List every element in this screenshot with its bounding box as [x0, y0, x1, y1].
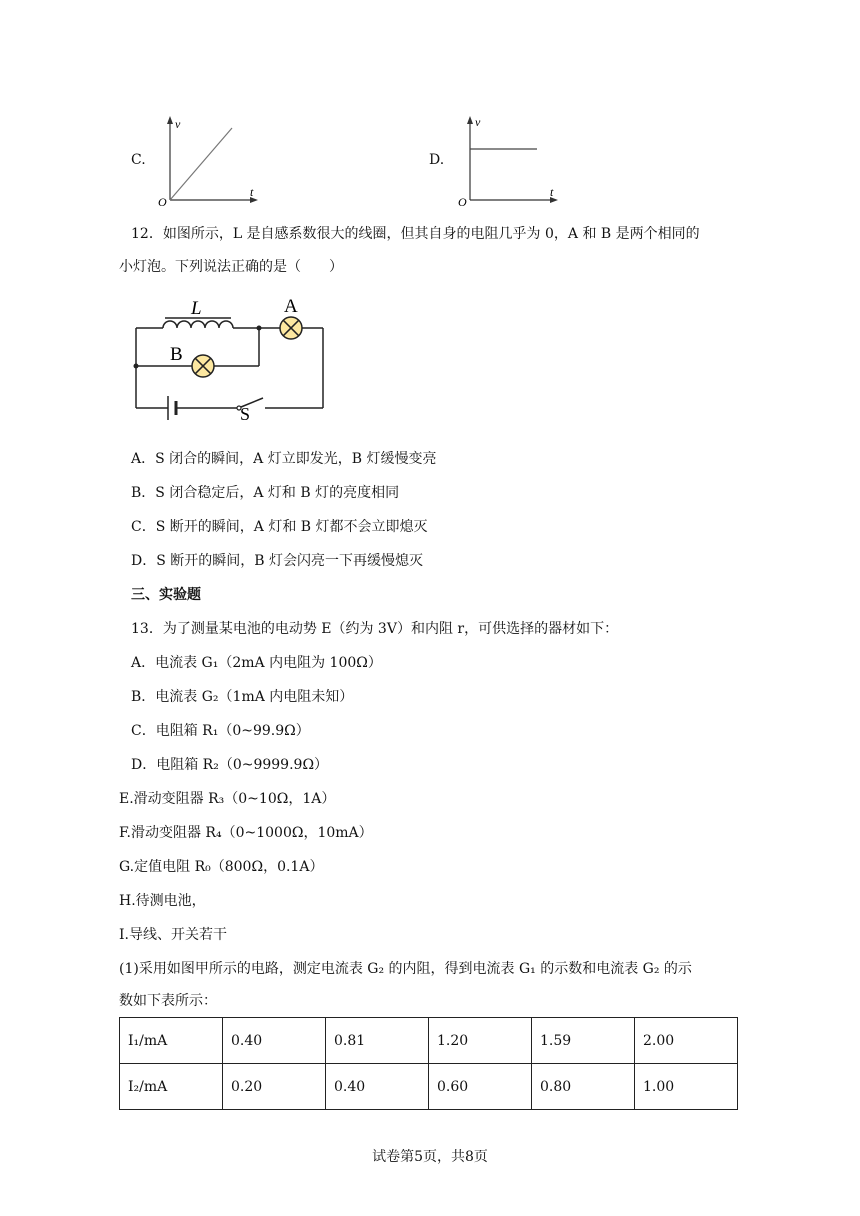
switch-label: S [240, 404, 251, 420]
q13-item-i: I.导线、开关若干 [119, 927, 227, 943]
y-axis-label: v [475, 115, 481, 129]
lamp-b-label: B [170, 344, 183, 365]
table-row-header: I₂/mA [120, 1064, 223, 1110]
y-axis-label: v [175, 117, 181, 131]
q13-stem: 13．为了测量某电池的电动势 E（约为 3V）和内阻 r，可供选择的器材如下： [131, 621, 619, 637]
table-cell: 0.81 [326, 1018, 429, 1064]
q12-stem-line1: 12．如图所示，L 是自感系数很大的线圈，但其自身的电阻几乎为 0，A 和 B 是两个相同的 [131, 226, 700, 242]
circuit-diagram [125, 292, 335, 420]
q13-item-d: D．电阻箱 R₂（0~9999.9Ω） [131, 757, 329, 773]
q13-item-h: H.待测电池， [119, 893, 206, 909]
inductor-coil [163, 321, 233, 328]
table-row-header: I₁/mA [120, 1018, 223, 1064]
q13-part1-line2: 数如下表所示： [119, 993, 217, 1009]
table-cell: 0.80 [532, 1064, 635, 1110]
table-row [120, 1018, 738, 1064]
x-axis-label: t [550, 185, 554, 199]
table-cell: 1.59 [532, 1018, 635, 1064]
q12-option-a: A．S 闭合的瞬间，A 灯立即发光，B 灯缓慢变亮 [131, 451, 437, 467]
y-axis-arrow [467, 116, 473, 124]
table-cell: 1.00 [635, 1064, 738, 1110]
q13-item-e: E.滑动变阻器 R₃（0~10Ω，1A） [119, 791, 336, 807]
option-d-graph [450, 112, 560, 208]
lamp-b-icon [192, 355, 214, 377]
q13-item-a: A．电流表 G₁（2mA 内电阻为 100Ω） [131, 655, 382, 671]
v-t-line-rising [170, 128, 232, 200]
q12-option-b: B．S 闭合稳定后，A 灯和 B 灯的亮度相同 [131, 485, 400, 501]
table-cell: 0.40 [326, 1064, 429, 1110]
lamp-a-label: A [284, 296, 298, 317]
q13-item-f: F.滑动变阻器 R₄（0~1000Ω，10mA） [119, 825, 373, 841]
q12-option-c: C．S 断开的瞬间，A 灯和 B 灯都不会立即熄灭 [131, 519, 428, 535]
origin-label: O [158, 195, 167, 208]
inductor-label: L [191, 298, 202, 319]
q13-part1-line1: (1)采用如图甲所示的电路，测定电流表 G₂ 的内阻，得到电流表 G₁ 的示数和电流表 G₂ 的示 [119, 961, 692, 977]
table-cell: 2.00 [635, 1018, 738, 1064]
table-cell: 0.40 [223, 1018, 326, 1064]
table-row [120, 1064, 738, 1110]
q13-item-c: C．电阻箱 R₁（0~99.9Ω） [131, 723, 310, 739]
section-title: 三、实验题 [131, 587, 201, 603]
q12-stem-line2: 小灯泡。下列说法正确的是（ ） [119, 259, 343, 275]
y-axis-arrow [167, 116, 173, 124]
option-c-label: C. [131, 152, 146, 168]
data-table [119, 1017, 738, 1110]
table-cell: 1.20 [429, 1018, 532, 1064]
table-cell: 0.20 [223, 1064, 326, 1110]
lamp-a-icon [280, 317, 302, 339]
option-c-graph [150, 112, 260, 208]
option-d-label: D. [429, 152, 445, 168]
origin-label: O [458, 195, 467, 208]
battery-icon [168, 396, 176, 420]
page-footer: 试卷第5页，共8页 [372, 1149, 488, 1165]
q13-item-g: G.定值电阻 R₀（800Ω，0.1A） [119, 859, 324, 875]
q12-option-d: D．S 断开的瞬间，B 灯会闪亮一下再缓慢熄灭 [131, 553, 424, 569]
q13-item-b: B．电流表 G₂（1mA 内电阻未知） [131, 689, 354, 705]
x-axis-label: t [250, 185, 254, 199]
table-cell: 0.60 [429, 1064, 532, 1110]
